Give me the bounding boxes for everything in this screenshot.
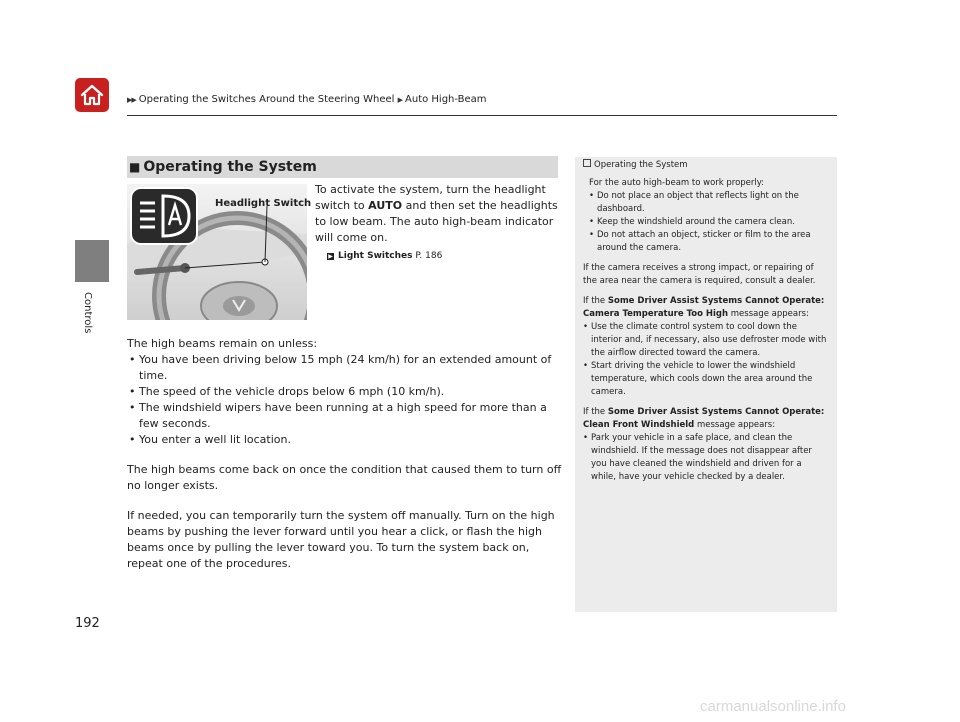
breadcrumb-arrow-icon: ▶ [397, 96, 403, 104]
note-icon [583, 159, 591, 167]
figure-callout-label: Headlight Switch [215, 198, 312, 209]
list-item: • The windshield wipers have been running at a high speed for more than a few seconds. [127, 400, 567, 432]
chapter-tab[interactable] [75, 240, 109, 282]
xref-page: P. 186 [415, 251, 443, 261]
header-divider [127, 115, 837, 116]
chapter-label: Controls [82, 292, 93, 334]
paragraph-come-back: The high beams come back on once the condition that caused them to turn off no longer exists. [127, 463, 562, 492]
main-body [127, 336, 567, 572]
list-item: • You have been driving below 15 mph (24 km/h) for an extended amount of time. [127, 352, 567, 384]
square-bullet-icon: ■ [129, 160, 141, 174]
intro-paragraph [315, 182, 561, 264]
intro-text-1: To activate the system, turn the headlight switch to [315, 183, 546, 212]
breadcrumb-item-auto-high-beam[interactable]: Auto High-Beam [405, 94, 487, 105]
watermark: carmanualsonline.info [700, 698, 846, 715]
list-item: • Use the climate control system to cool down the interior and, if necessary, also use defroster mode with the airflow directed toward the camera. [583, 321, 829, 360]
auto-keyword: AUTO [368, 199, 403, 212]
remain-intro: The high beams remain on unless: [127, 337, 318, 350]
sidebar-message-1: If the Some Driver Assist Systems Cannot Operate: Camera Temperature Too High message appears: [583, 296, 825, 319]
page-number: 192 [75, 616, 100, 631]
breadcrumb [127, 94, 487, 105]
sidebar-impact-note: If the camera receives a strong impact, or repairing of the area near the camera is required, consult a dealer. [583, 263, 816, 286]
section-title: Operating the System [143, 159, 317, 175]
headlight-switch-figure [127, 184, 312, 320]
section-heading [127, 156, 558, 178]
home-icon [79, 83, 105, 107]
intro-text-2: and then set the headlights to low beam. The auto high-beam indicator will come on. [315, 199, 558, 244]
list-item: • Do not attach an object, sticker or film to the area around the camera. [589, 229, 829, 255]
reference-arrow-icon: ▶ [328, 253, 333, 260]
list-item: • Keep the windshield around the camera clean. [589, 216, 829, 229]
sidebar-title: Operating the System [583, 159, 829, 172]
list-item: • Start driving the vehicle to lower the windshield temperature, which cools down the area around the camera. [583, 360, 829, 399]
sidebar-intro: For the auto high-beam to work properly: [589, 178, 765, 188]
breadcrumb-item-switches[interactable]: Operating the Switches Around the Steering Wheel [138, 94, 395, 105]
home-button[interactable] [75, 78, 109, 112]
list-item: • The speed of the vehicle drops below 6 mph (10 km/h). [127, 384, 567, 400]
cross-reference[interactable] [327, 248, 561, 264]
sidebar-message-2: If the Some Driver Assist Systems Cannot Operate: Clean Front Windshield message appears: [583, 407, 825, 430]
list-item: • You enter a well lit location. [127, 432, 567, 448]
list-item: • Park your vehicle in a safe place, and clean the windshield. If the message does not disappear after you have cleaned the windshield and driven for a while, have your vehicle checked by a dealer. [583, 432, 829, 484]
xref-title: Light Switches [338, 251, 413, 261]
breadcrumb-arrow-icon: ▶▶ [127, 96, 136, 104]
remain-list [127, 352, 567, 448]
list-item: • Do not place an object that reflects light on the dashboard. [589, 190, 829, 216]
paragraph-manual-off: If needed, you can temporarily turn the system off manually. Turn on the high beams by pushing the lever forward until you hear a click, or flash the high beams once by pulling the lever toward you. To turn the system back on, repeat one of the procedures. [127, 509, 555, 570]
note-sidebar [575, 157, 837, 612]
